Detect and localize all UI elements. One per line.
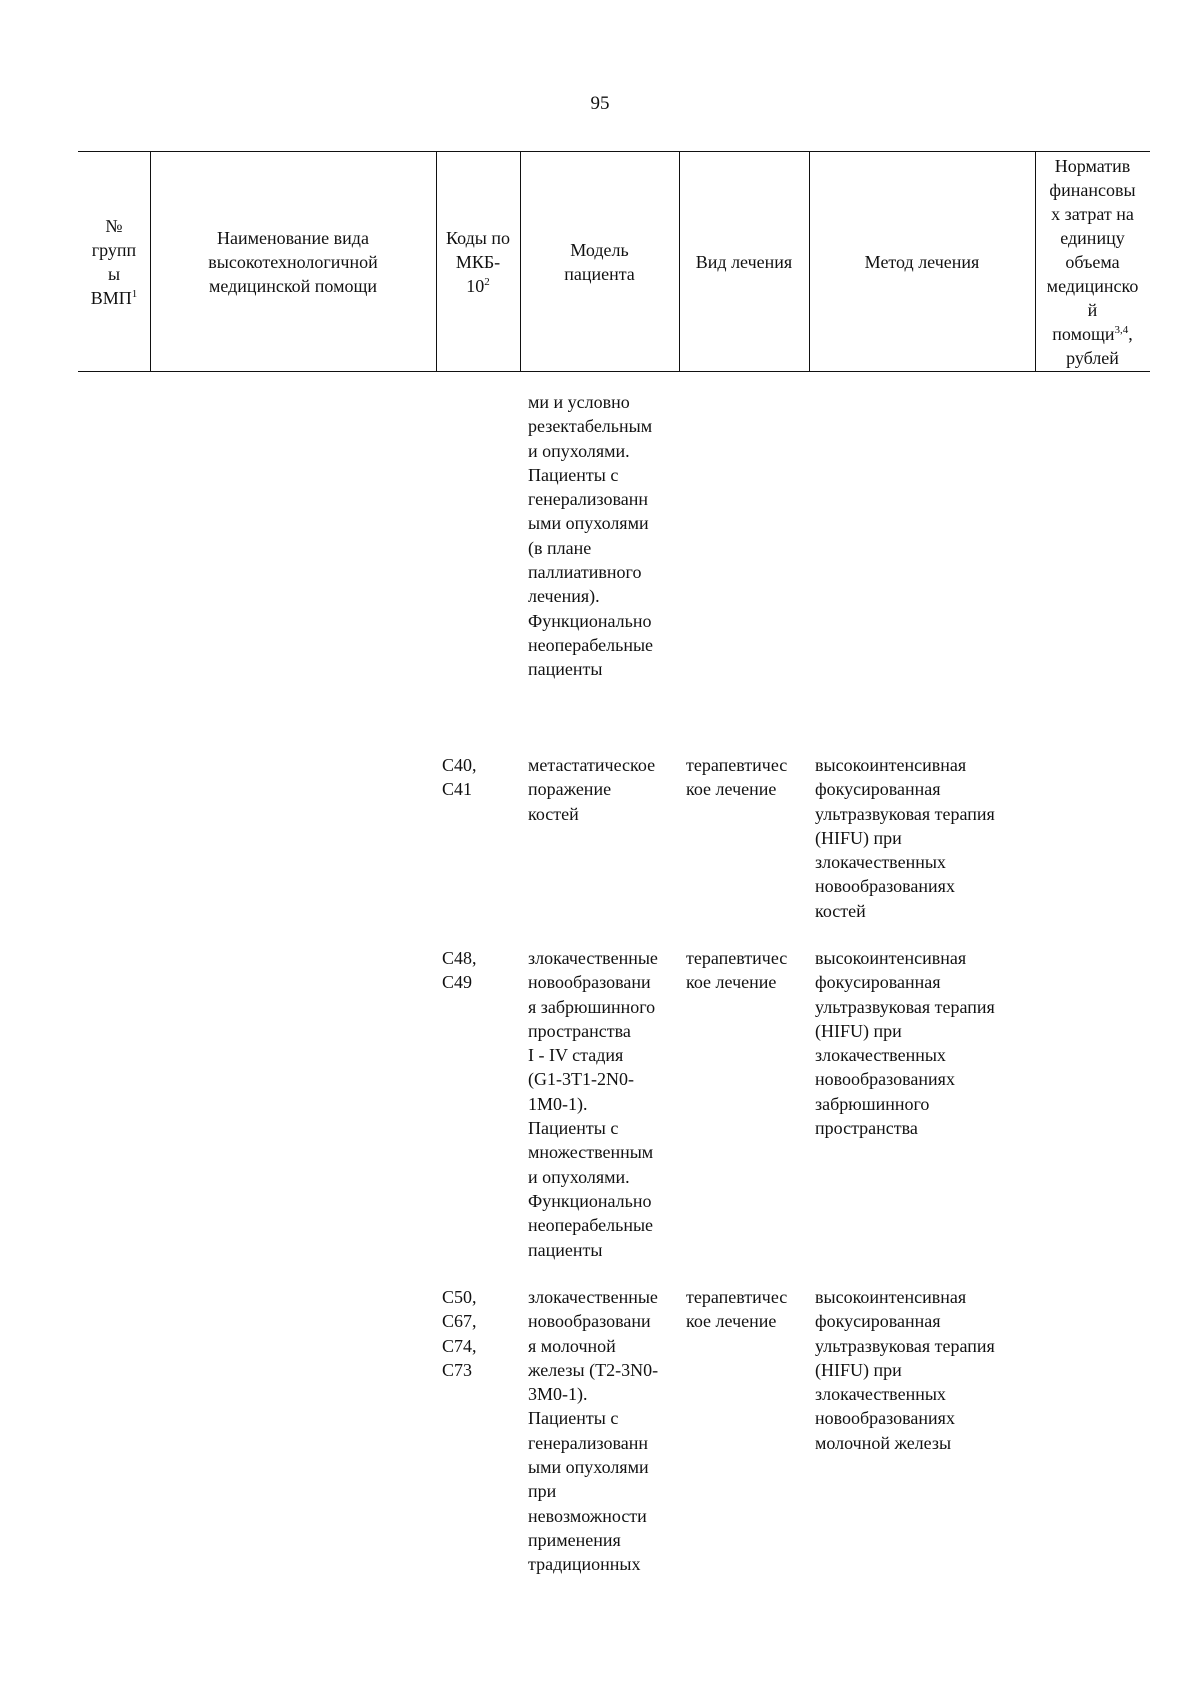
patient-model-cell: злокачественные новообразовани я забрюшинного пространства I - IV стадия (G1-3T1-2N0- 1M0-1). Пациенты с множественным и опухолями. Функционально неоперабельные пациенты: [528, 948, 658, 1260]
treatment-method-cell: высокоинтенсивная фокусированная ультразвуковая терапия (HIFU) при злокачественных новообразованиях молочной железы: [815, 1287, 995, 1453]
treatment-type-cell: терапевтичес кое лечение: [686, 1287, 788, 1332]
treatment-method-cell: высокоинтенсивная фокусированная ультразвуковая терапия (HIFU) при злокачественных новообразованиях костей: [815, 755, 995, 921]
header-cost-standard: Норматив финансовы х затрат на единицу объема медицинско й помощи$^{3,4}$, рублей: [1046, 155, 1139, 368]
treatment-type-cell: терапевтичес кое лечение: [686, 755, 788, 800]
header-icd-codes: Коды по МКБ- $10^2$: [446, 227, 510, 296]
treatment-type-cell: терапевтичес кое лечение: [686, 948, 788, 993]
patient-model-cell: ми и условно резектабельным и опухолями. Пациенты с генерализованн ыми опухолями (в плане паллиативного лечения). Функционально неоперабельные пациенты: [528, 392, 654, 680]
treatment-method-cell: высокоинтенсивная фокусированная ультразвуковая терапия (HIFU) при злокачественных новообразованиях забрюшинного пространства: [815, 948, 995, 1139]
header-patient-model: Модель пациента: [564, 239, 635, 284]
header-group-number: № групп ы ВМП$^1$: [90, 215, 138, 308]
patient-model-cell: метастатическое поражение костей: [528, 755, 656, 824]
page-number: 95: [590, 93, 610, 114]
icd-codes-cell: С48, С49: [442, 948, 477, 993]
icd-codes-cell: С40, С41: [442, 755, 477, 800]
icd-codes-cell: С50, С67, С74, С73: [442, 1287, 477, 1380]
header-treatment-type: Вид лечения: [695, 251, 793, 272]
header-care-type-name: Наименование вида высокотехнологичной медицинской помощи: [208, 227, 378, 296]
patient-model-cell: злокачественные новообразовани я молочной железы (Т2-3N0- 3M0-1). Пациенты с генерализованн ыми опухолями при невозможности применения традиционных: [528, 1287, 659, 1575]
header-treatment-method: Метод лечения: [864, 251, 980, 272]
table-header: [78, 151, 1150, 372]
